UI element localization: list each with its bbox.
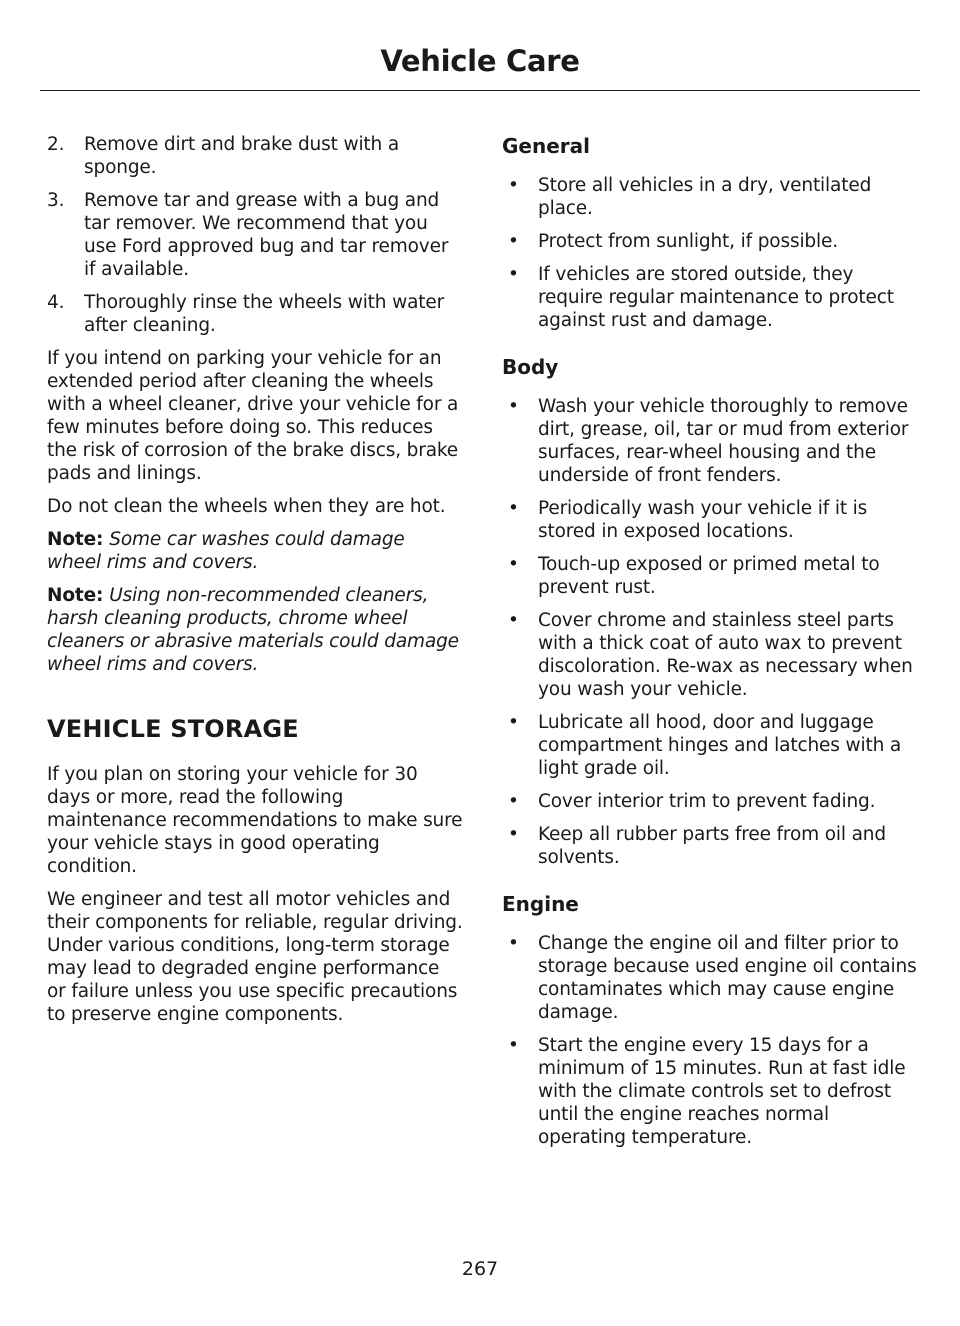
note-text: Some car washes could damage wheel rims and covers. — [47, 529, 405, 573]
body-list — [502, 395, 918, 869]
step-text: Remove dirt and brake dust with a sponge. — [84, 134, 400, 178]
list-item — [502, 711, 918, 780]
step-text: Thoroughly rinse the wheels with water after cleaning. — [84, 292, 445, 336]
list-item-text: Start the engine every 15 days for a minimum of 15 minutes. Run at fast idle with the climate controls set to defrost until the engine reaches normal operating temperature. — [538, 1035, 906, 1148]
step-text: Remove tar and grease with a bug and tar remover. We recommend that you use Ford approved bug and tar remover if available. — [84, 190, 449, 280]
bullet-icon: • — [508, 175, 519, 196]
bullet-icon: • — [508, 610, 519, 631]
hot-wheels-paragraph: Do not clean the wheels when they are hot. — [47, 496, 446, 517]
step-number: 2. — [47, 134, 65, 155]
list-item-text: Keep all rubber parts free from oil and solvents. — [538, 824, 886, 868]
list-item-text: Touch-up exposed or primed metal to prevent rust. — [538, 554, 880, 598]
list-item-text: Store all vehicles in a dry, ventilated place. — [538, 175, 872, 219]
list-item — [502, 263, 918, 332]
bullet-icon: • — [508, 396, 519, 417]
list-item-text: Change the engine oil and filter prior to storage because used engine oil contains contaminates which may cause engine damage. — [538, 933, 917, 1023]
section-title-vehicle-storage: VEHICLE STORAGE — [47, 715, 299, 743]
bullet-icon: • — [508, 824, 519, 845]
list-item-text: Protect from sunlight, if possible. — [538, 231, 838, 252]
note-car-washes — [47, 528, 463, 574]
list-item — [47, 133, 463, 179]
bullet-icon: • — [508, 791, 519, 812]
bullet-icon: • — [508, 933, 519, 954]
parking-paragraph: If you intend on parking your vehicle for an extended period after cleaning the wheels with a wheel cleaner, drive your vehicle for a few minutes before doing so. This reduces the risk of corrosion of the brake discs, brake pads and linings. — [47, 348, 459, 484]
bullet-icon: • — [508, 231, 519, 252]
list-item-text: Lubricate all hood, door and luggage compartment hinges and latches with a light grade oil. — [538, 712, 902, 779]
list-item — [502, 609, 918, 701]
list-item — [502, 395, 918, 487]
engine-list — [502, 932, 918, 1149]
list-item — [502, 932, 918, 1024]
bullet-icon: • — [508, 1035, 519, 1056]
general-list — [502, 174, 918, 332]
bullet-icon: • — [508, 264, 519, 285]
note-text: Using non-recommended cleaners, harsh cleaning products, chrome wheel cleaners or abrasive materials could damage wheel rims and covers. — [47, 585, 459, 675]
cleaning-steps-list — [47, 133, 463, 337]
note-label: Note: — [47, 585, 104, 606]
page-header-title: Vehicle Care — [380, 44, 580, 78]
note-label: Note: — [47, 529, 104, 550]
list-item-text: Periodically wash your vehicle if it is stored in exposed locations. — [538, 498, 868, 542]
step-number: 3. — [47, 190, 65, 211]
list-item-text: Cover chrome and stainless steel parts with a thick coat of auto wax to prevent discoloration. Re-wax as necessary when you wash your vehicle. — [538, 610, 913, 700]
list-item — [502, 230, 918, 253]
header-divider — [40, 90, 920, 91]
bullet-icon: • — [508, 554, 519, 575]
list-item-text: Wash your vehicle thoroughly to remove dirt, grease, oil, tar or mud from exterior surfaces, rear-wheel housing and the underside of front fenders. — [538, 396, 909, 486]
list-item — [502, 174, 918, 220]
storage-paragraph-2: We engineer and test all motor vehicles and their components for reliable, regular driving. Under various conditions, long-term storage may lead to degraded engine performance or failure unless you use specific precautions to preserve engine components. — [47, 889, 463, 1025]
list-item — [47, 189, 463, 281]
list-item — [47, 291, 463, 337]
subheading-general: General — [502, 134, 590, 158]
list-item — [502, 497, 918, 543]
list-item — [502, 553, 918, 599]
list-item — [502, 823, 918, 869]
note-cleaners — [47, 584, 463, 676]
list-item — [502, 790, 918, 813]
page-number: 267 — [461, 1258, 499, 1280]
right-column — [502, 133, 918, 1159]
bullet-icon: • — [508, 498, 519, 519]
list-item-text: If vehicles are stored outside, they require regular maintenance to protect against rust and damage. — [538, 264, 894, 331]
list-item-text: Cover interior trim to prevent fading. — [538, 791, 876, 812]
subheading-engine: Engine — [502, 892, 579, 916]
bullet-icon: • — [508, 712, 519, 733]
storage-paragraph-1: If you plan on storing your vehicle for 30 days or more, read the following maintenance recommendations to make sure your vehicle stays in good operating condition. — [47, 764, 463, 877]
list-item — [502, 1034, 918, 1149]
subheading-body: Body — [502, 355, 559, 379]
step-number: 4. — [47, 292, 65, 313]
left-column — [47, 133, 463, 1036]
